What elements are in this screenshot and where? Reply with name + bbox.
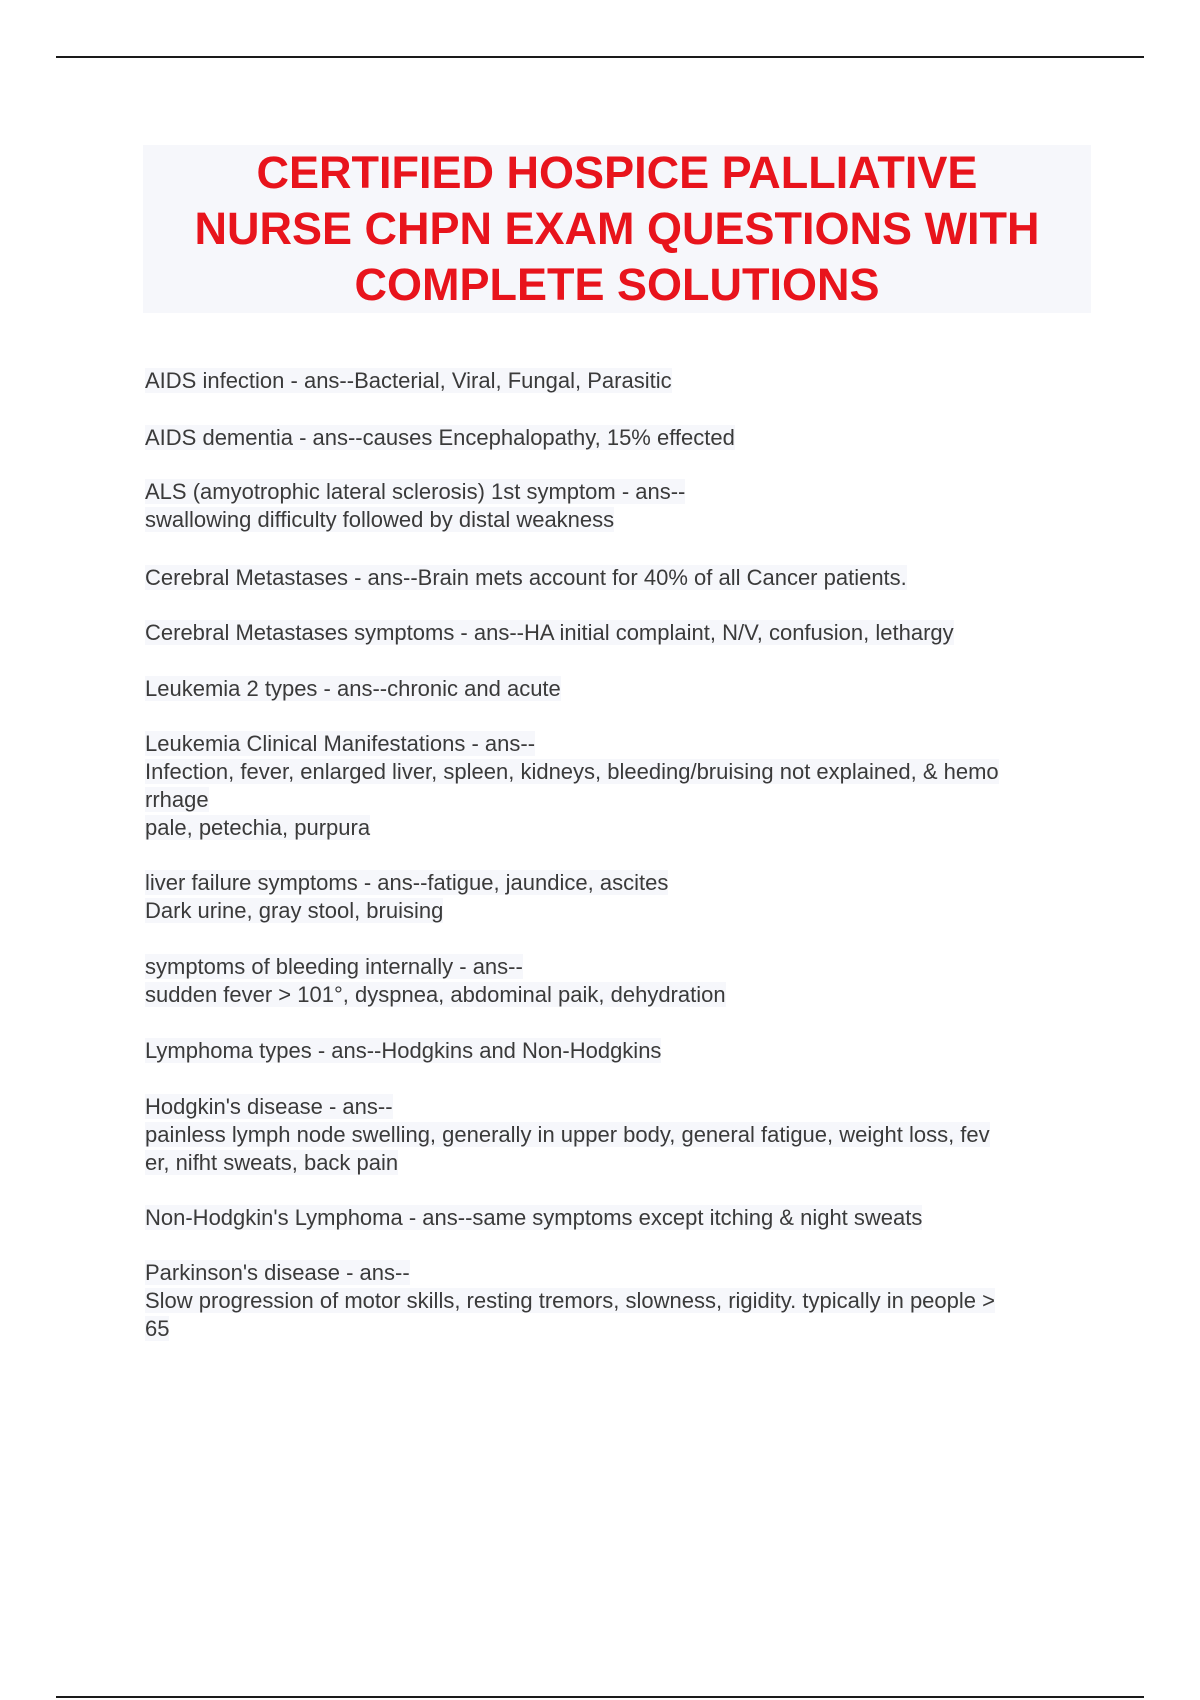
- qa-entry-leukemia-manifestations: [145, 730, 1105, 842]
- qa-entry-lymphoma-types: [145, 1037, 1105, 1065]
- entry-line: Infection, fever, enlarged liver, spleen, kidneys, bleeding/bruising not explained, & hemo: [145, 759, 999, 784]
- document-title: [143, 145, 1091, 313]
- entry-line: sudden fever > 101°, dyspnea, abdominal paik, dehydration: [145, 982, 726, 1007]
- entry-line: liver failure symptoms - ans--fatigue, jaundice, ascites: [145, 870, 669, 895]
- title-line-3: COMPLETE SOLUTIONS: [354, 259, 880, 310]
- entry-line: Dark urine, gray stool, bruising: [145, 898, 444, 923]
- entry-line: Hodgkin's disease - ans--: [145, 1094, 393, 1119]
- entry-line: Parkinson's disease - ans--: [145, 1260, 410, 1285]
- qa-entry-aids-infection: [145, 367, 1105, 395]
- qa-entry-cerebral-metastases-symptoms: [145, 619, 1105, 647]
- title-line-1: CERTIFIED HOSPICE PALLIATIVE: [256, 147, 978, 198]
- entry-line: Cerebral Metastases - ans--Brain mets account for 40% of all Cancer patients.: [145, 565, 907, 590]
- top-rule: [56, 56, 1144, 58]
- entry-line: rrhage: [145, 787, 209, 812]
- qa-entry-leukemia-types: [145, 675, 1105, 703]
- entry-line: er, nifht sweats, back pain: [145, 1150, 399, 1175]
- entry-line: AIDS dementia - ans--causes Encephalopathy, 15% effected: [145, 425, 735, 450]
- entry-line: Non-Hodgkin's Lymphoma - ans--same symptoms except itching & night sweats: [145, 1205, 923, 1230]
- qa-entry-hodgkins-disease: [145, 1093, 1105, 1177]
- qa-entry-liver-failure: [145, 869, 1105, 925]
- entry-line: swallowing difficulty followed by distal weakness: [145, 507, 615, 532]
- entry-line: Leukemia Clinical Manifestations - ans--: [145, 731, 536, 756]
- entry-line: pale, petechia, purpura: [145, 815, 371, 840]
- entry-line: ALS (amyotrophic lateral sclerosis) 1st symptom - ans--: [145, 479, 686, 504]
- entry-line: Lymphoma types - ans--Hodgkins and Non-Hodgkins: [145, 1038, 662, 1063]
- entry-line: painless lymph node swelling, generally in upper body, general fatigue, weight loss, fev: [145, 1122, 990, 1147]
- entry-line: Leukemia 2 types - ans--chronic and acute: [145, 676, 561, 701]
- title-line-2: NURSE CHPN EXAM QUESTIONS WITH: [194, 203, 1040, 254]
- entry-line: Cerebral Metastases symptoms - ans--HA initial complaint, N/V, confusion, lethargy: [145, 620, 954, 645]
- entry-line: symptoms of bleeding internally - ans--: [145, 954, 523, 979]
- qa-entry-non-hodgkins-lymphoma: [145, 1204, 1105, 1232]
- entry-line: 65: [145, 1316, 170, 1341]
- qa-entry-als: [145, 478, 1105, 534]
- qa-entry-aids-dementia: [145, 424, 1105, 452]
- qa-entry-internal-bleeding: [145, 953, 1105, 1009]
- bottom-rule: [56, 1696, 1144, 1698]
- qa-entry-cerebral-metastases: [145, 564, 1105, 592]
- entry-line: AIDS infection - ans--Bacterial, Viral, Fungal, Parasitic: [145, 368, 672, 393]
- entry-line: Slow progression of motor skills, resting tremors, slowness, rigidity. typically in people >: [145, 1288, 995, 1313]
- qa-entry-parkinsons-disease: [145, 1259, 1105, 1343]
